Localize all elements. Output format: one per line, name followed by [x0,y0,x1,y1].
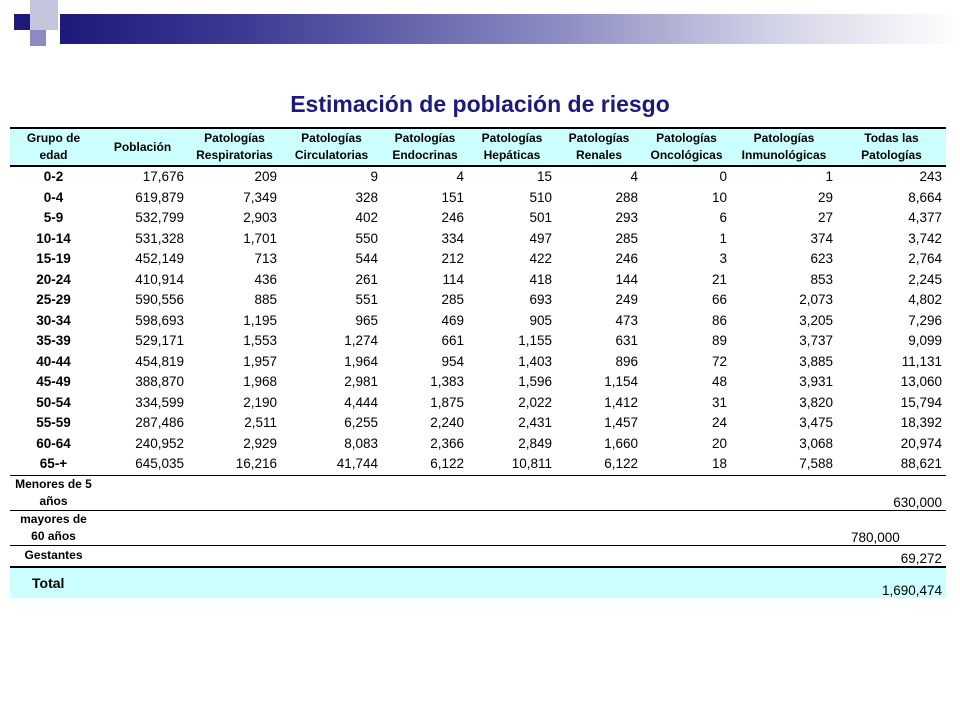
column-header: Patologías Inmunológicas [731,128,837,166]
table-cell: 1,274 [344,333,378,349]
menores-value: 630,000 [837,475,946,510]
table-row [10,270,946,291]
table-cell: 2,903 [243,210,277,226]
table-cell: 6,122 [604,456,638,472]
table-row [10,454,946,475]
table-cell: 10 [711,189,727,205]
table-cell: 246 [615,251,638,267]
table-cell: 3,205 [799,312,833,328]
table-cell: 293 [615,210,638,226]
table-cell: 1,701 [243,230,277,246]
age-group-cell: 0-4 [43,189,64,205]
mayores-row [10,510,946,545]
age-group-cell: 55-59 [36,415,71,431]
table-row [10,166,946,188]
table-cell: 9 [370,169,378,185]
age-group-cell: 10-14 [36,230,71,246]
table-cell: 623 [810,251,833,267]
mayores-value: 780,000 [837,510,946,545]
table-cell: 590,556 [135,292,184,308]
table-cell: 551 [355,292,378,308]
table-cell: 544 [355,251,378,267]
table-cell: 3,885 [799,353,833,369]
age-group-cell: 0-2 [43,169,64,185]
table-cell: 2,849 [518,435,552,451]
table-cell: 2,240 [430,415,464,431]
table-cell: 86 [711,312,727,328]
table-cell: 334 [441,230,464,246]
total-row [10,567,946,598]
age-group-cell: 35-39 [36,333,71,349]
table-cell: 531,328 [135,230,184,246]
table-row [10,290,946,311]
table-cell: 388,870 [135,374,184,390]
table-cell: 693 [529,292,552,308]
table-cell: 15,794 [900,394,942,410]
table-cell: 1,195 [243,312,277,328]
table-cell: 896 [615,353,638,369]
menores-row [10,475,946,510]
table-cell: 853 [810,271,833,287]
table-row [10,434,946,455]
table-cell: 29 [817,189,833,205]
table-cell: 212 [441,251,464,267]
age-group-cell: 25-29 [36,292,71,308]
table-cell: 619,879 [135,189,184,205]
table-cell: 114 [442,271,464,287]
table-cell: 1,596 [518,374,552,390]
table-cell: 21 [711,271,727,287]
table-cell: 8,083 [344,435,378,451]
table-cell: 151 [441,189,464,205]
table-cell: 48 [711,374,727,390]
table-cell: 6,255 [344,415,378,431]
table-cell: 24 [711,415,727,431]
table-cell: 3,068 [799,435,833,451]
table-cell: 713 [254,251,277,267]
table-cell: 10,811 [511,456,552,472]
table-cell: 2,245 [908,271,942,287]
table-cell: 18 [711,456,727,472]
gestantes-value: 69,272 [837,545,946,567]
table-cell: 240,952 [135,435,184,451]
table-cell: 7,349 [243,189,277,205]
table-cell: 1,964 [344,353,378,369]
table-row [10,331,946,352]
table-cell: 2,929 [243,435,277,451]
table-cell: 1,875 [430,394,464,410]
table-cell: 418 [529,271,552,287]
table-cell: 11,131 [901,353,942,369]
table-cell: 885 [254,292,277,308]
column-header: Patologías Oncológicas [642,128,731,166]
table-cell: 246 [441,210,464,226]
table-cell: 9,099 [908,333,942,349]
table-row [10,413,946,434]
table-cell: 88,621 [900,456,942,472]
age-group-cell: 65-+ [39,456,68,472]
age-group-cell: 30-34 [36,312,71,328]
menores-label: Menores de 5 años [10,475,97,510]
table-cell: 20,974 [900,435,942,451]
table-cell: 436 [254,271,277,287]
table-cell: 66 [711,292,727,308]
table-cell: 287,486 [135,415,184,431]
table-cell: 1,412 [604,394,638,410]
table-cell: 1,968 [243,374,277,390]
column-header: Todas las Patologías [837,128,946,166]
total-label: Total [10,567,97,598]
column-header: Patologías Renales [556,128,642,166]
table-cell: 285 [441,292,464,308]
table-cell: 4 [630,169,638,185]
table-cell: 0 [719,169,727,185]
table-cell: 7,588 [799,456,833,472]
table-header-row [10,128,946,166]
table-cell: 1,957 [243,353,277,369]
deco-square [14,14,30,30]
column-header: Patologías Hepáticas [468,128,556,166]
age-group-cell: 60-64 [36,435,71,451]
table-cell: 18,392 [900,415,942,431]
gestantes-label: Gestantes [10,545,97,567]
table-cell: 17,676 [142,169,184,185]
table-cell: 334,599 [135,394,184,410]
table-cell: 243 [919,169,942,185]
table-row [10,249,946,270]
table-cell: 410,914 [135,271,184,287]
table-cell: 3,931 [799,374,833,390]
table-cell: 7,296 [908,312,942,328]
table-cell: 31 [711,394,727,410]
table-cell: 285 [615,230,638,246]
table-cell: 2,764 [908,251,942,267]
table-cell: 422 [529,251,552,267]
table-cell: 469 [441,312,464,328]
age-group-cell: 5-9 [43,210,64,226]
table-cell: 1,155 [518,333,552,349]
table-row [10,393,946,414]
column-header: Patologías Endocrinas [382,128,468,166]
table-row [10,372,946,393]
table-cell: 144 [615,271,638,287]
table-cell: 4,802 [908,292,942,308]
table-cell: 1,383 [430,374,464,390]
table-cell: 3 [719,251,727,267]
column-header: Población [97,128,188,166]
table-cell: 510 [529,189,552,205]
table-cell: 3,742 [908,230,942,246]
table-cell: 645,035 [135,456,184,472]
age-group-cell: 45-49 [36,374,71,390]
table-cell: 452,149 [135,251,184,267]
table-cell: 905 [529,312,552,328]
table-cell: 965 [355,312,378,328]
table-cell: 3,737 [799,333,833,349]
table-cell: 454,819 [135,353,184,369]
table-row [10,208,946,229]
table-cell: 1,553 [243,333,277,349]
table-row [10,311,946,332]
age-group-cell: 40-44 [36,353,71,369]
table-cell: 27 [817,210,833,226]
table-row [10,188,946,209]
age-group-cell: 50-54 [36,394,71,410]
table-cell: 209 [254,169,277,185]
deco-square [30,0,58,30]
table-cell: 89 [711,333,727,349]
table-cell: 473 [615,312,638,328]
table-cell: 2,190 [243,394,277,410]
table-cell: 6 [719,210,727,226]
gestantes-row [10,545,946,567]
table-cell: 1 [719,230,727,246]
table-cell: 2,981 [344,374,378,390]
table-cell: 328 [355,189,378,205]
table-cell: 2,366 [430,435,464,451]
table-cell: 598,693 [135,312,184,328]
table-cell: 8,664 [908,189,942,205]
table-cell: 1,660 [604,435,638,451]
table-cell: 41,744 [336,456,378,472]
table-cell: 6,122 [430,456,464,472]
table-cell: 4,444 [344,394,378,410]
table-cell: 532,799 [135,210,184,226]
age-group-cell: 15-19 [36,251,71,267]
table-cell: 249 [615,292,638,308]
table-cell: 72 [711,353,727,369]
table-cell: 529,171 [135,333,184,349]
table-cell: 2,431 [518,415,552,431]
table-cell: 550 [355,230,378,246]
table-cell: 2,511 [244,415,277,431]
table-cell: 1,403 [518,353,552,369]
table-cell: 4 [456,169,464,185]
table-cell: 288 [615,189,638,205]
table-cell: 1,457 [604,415,638,431]
table-cell: 13,060 [900,374,942,390]
table-cell: 15 [536,169,552,185]
mayores-label: mayores de 60 años [10,510,97,545]
table-cell: 954 [441,353,464,369]
table-cell: 16,216 [235,456,277,472]
column-header: Patologías Circulatorias [281,128,382,166]
age-group-cell: 20-24 [36,271,71,287]
header-gradient-bar [60,14,960,44]
table-cell: 1 [825,169,833,185]
table-cell: 20 [711,435,727,451]
table-cell: 402 [355,210,378,226]
table-cell: 497 [529,230,552,246]
slide-title: Estimación de población de riesgo [290,91,670,117]
table-cell: 2,073 [799,292,833,308]
table-cell: 631 [615,333,638,349]
table-cell: 2,022 [518,394,552,410]
table-cell: 1,154 [604,374,638,390]
table-cell: 261 [355,271,378,287]
column-header: Grupo de edad [10,128,97,166]
total-value: 1,690,474 [837,567,946,598]
risk-population-table [10,127,946,598]
table-cell: 3,820 [799,394,833,410]
table-cell: 661 [441,333,464,349]
deco-square [30,30,46,46]
table-cell: 374 [810,230,833,246]
table-row [10,229,946,250]
column-header: Patologías Respiratorias [188,128,281,166]
table-row [10,352,946,373]
table-cell: 501 [529,210,552,226]
table-cell: 4,377 [908,210,942,226]
table-cell: 3,475 [799,415,833,431]
